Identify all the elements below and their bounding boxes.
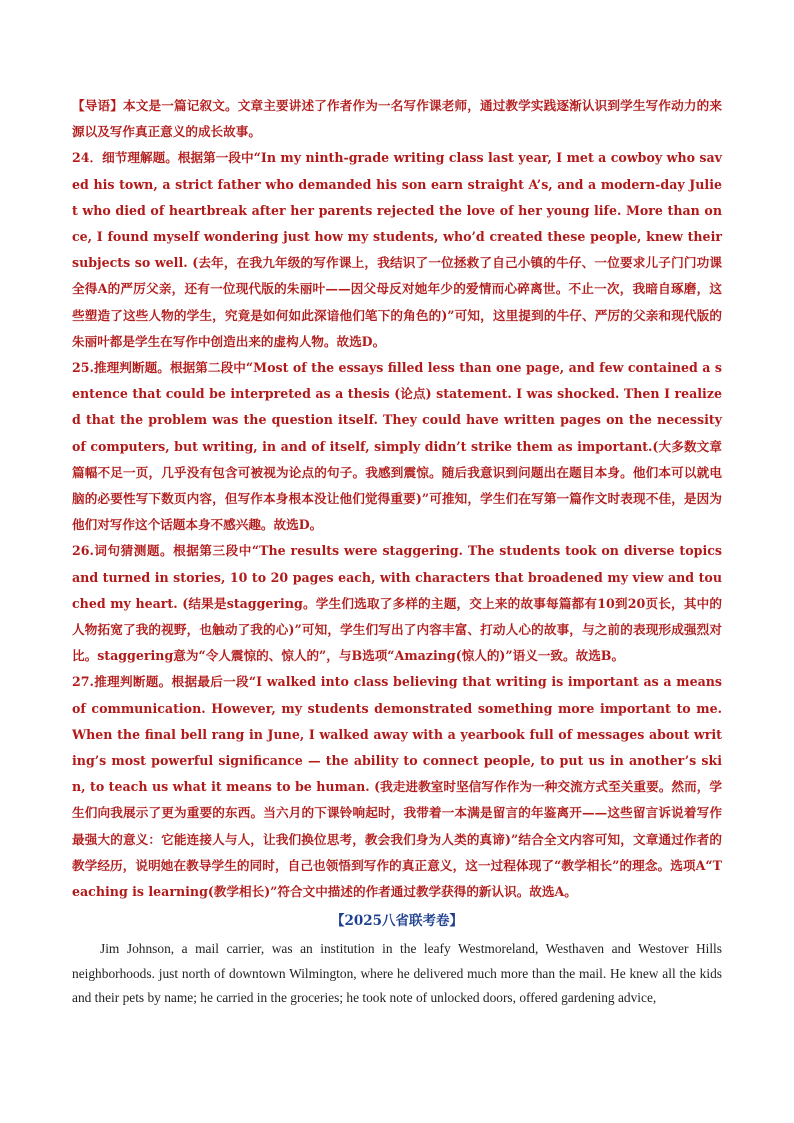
passage-paragraph: Jim Johnson, a mail carrier, was an institution in the leafy Westmoreland, Westhaven and Westover Hills neighborhoods. just north of downtown Wilmington, where he delivered much more than the mail. He knew all the kids and their pets by name; he carried in the groceries; he took note of unlocked doors, offered gardening advice, bbox=[72, 941, 722, 1006]
question-27-analysis: 27.推理判断题。根据最后一段“I walked into class believing that writing is important as a means of communication. However, my students demonstrated something more important to me. When the final bell rang in June, I walked away with a yearbook full of messages about writing’s most powerful significance — the ability to connect people, to put us in another’s skin, to teach us what it means to be human. (我走进教室时坚信写作作为一种交流方式至关重要。然而，学生们向我展示了更为重要的东西。当六月的下课铃响起时，我带着一本满是留言的年鉴离开——这些留言诉说着写作最强大的意义：它能连接人与人，让我们换位思考，教会我们身为人类的真谛)”结合全文内容可知，文章通过作者的教学经历，说明她在教导学生的同时，自己也领悟到写作的真正意义，这一过程体现了“教学相长”的理念。选项A“Teaching is learning(教学相长)”符合文中描述的作者通过教学获得的新认识。故选A。 bbox=[72, 674, 722, 900]
question-25-analysis: 25.推理判断题。根据第二段中“Most of the essays filled less than one page, and few contained a sentence that could be interpreted as a thesis (论点) statement. I was shocked. Then I realized that the problem was the question itself. They could have written pages on the necessity of computers, but writing, in and of itself, simply didn’t strike them as important.(大多数文章篇幅不足一页，几乎没有包含可被视为论点的句子。我感到震惊。随后我意识到问题出在题目本身。他们本可以就电脑的必要性写下数页内容，但写作本身根本没让他们觉得重要)”可推知，学生们在写第一篇作文时表现不佳，是因为他们对写作这个话题本身不感兴趣。故选D。 bbox=[72, 360, 722, 533]
intro-paragraph: 【导语】本文是一篇记叙文。文章主要讲述了作者作为一名写作课老师，通过教学实践逐渐认识到学生写作动力的来源以及写作真正意义的成长故事。 bbox=[72, 98, 722, 140]
question-24-analysis: 24．细节理解题。根据第一段中“In my ninth-grade writing class last year, I met a cowboy who saved his town, a strict father who demanded his son earn straight A’s, and a modern-day Juliet who died of heartbreak after her parents rejected the love of her young life. More than once, I found myself wondering just how my students, who’d created these people, knew their subjects so well. (去年，在我九年级的写作课上，我结识了一位拯救了自己小镇的牛仔、一位要求儿子门门功课全得A的严厉父亲，还有一位现代版的朱丽叶——因父母反对她年少的爱情而心碎离世。不止一次，我暗自琢磨，这些塑造了这些人物的学生，究竟是如何如此深谙他们笔下的角色的)”可知，这里提到的牛仔、严厉的父亲和现代版的朱丽叶都是学生在写作中创造出来的虚构人物。故选D。 bbox=[72, 150, 722, 349]
section-heading: 【2025八省联考卷】 bbox=[330, 913, 464, 930]
question-26-analysis: 26.词句猜测题。根据第三段中“The results were staggering. The students took on diverse topics and turned in stories, 10 to 20 pages each, with characters that broadened my view and touched my heart. (结果是staggering。学生们选取了多样的主题，交上来的故事每篇都有10到20页长，其中的人物拓宽了我的视野，也触动了我的心)”可知，学生们写出了内容丰富、打动人心的故事，与之前的表现形成强烈对比。staggering意为“令人震惊的、惊人的”，与B选项“Amazing(惊人的)”语义一致。故选B。 bbox=[72, 543, 722, 664]
content-area bbox=[72, 93, 722, 1011]
